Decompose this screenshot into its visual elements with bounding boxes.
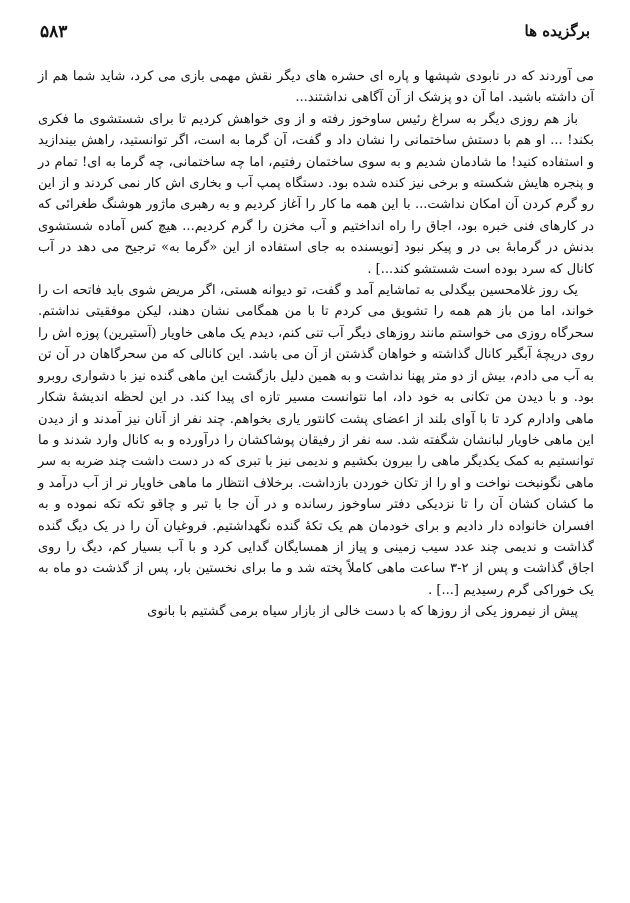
body-text (38, 66, 594, 623)
running-title: برگزیده ها (524, 22, 590, 40)
paragraph-sturgeon: یک روز غلامحسین بیگدلی به تماشایم آمد و گفت، تو دیوانه هستی، اگر مریض شوی باید فاتحه ات را خواند، اما من باز هم همه را تشویق می کردم تا با من همگامی نشان دهند، لیکن موفقیتی نداشتم. سحرگاه روزی می خواستم مانند روزهای دیگر آب تنی کنم، دیدم یک ماهی خاویار (آستیرین) پوزه اش را روی دریچهٔ آبگیر کانال گذاشته و خواهان گذشتن از آن می باشد. این کانالی که من سحرگاهان در آن تن به آب می دادم، بیش از دو متر پهنا نداشت و به همین دلیل بازگشت این ماهی گنده نیز با دشواری روبرو بود. و با دیدن من تکانی به خود داد، اما نتوانست مسیر تازه ای پیدا کند. در این لحظه اندیشهٔ شکار ماهی وادارم کرد تا با آوای بلند از اعضای پشت کانتور یاری بخواهم. چند نفر از آنان نیز آمدند و از دیدن این ماهی خاویار لبانشان شگفته شد. سه نفر از رفیقان پوشاکشان را درآورده و به کانال وارد شدند و ما توانستیم به کمک یکدیگر ماهی را بیرون بکشیم و ندیمی نیز با تبری که در دست داشت چند ضربه به سر ماهی نگونبخت نواخت و او را از تکان خوردن بازداشت. برخلاف انتظار ما ماهی خاویار نر از آب درآمد و ما کشان کشان آن را تا نزدیکی دفتر ساوخوز رسانده و در آن جا با تبر و چاقو تکه تکه نموده و به افسران خانواده دار دادیم و برای خودمان هم یک تکهٔ گنده نگهداشتیم. فروغیان آن را در یک دیگ گنده گذاشت و ندیمی چند عدد سیب زمینی و پیاز از همسایگان گدایی کرد و با آب بسیار کم، دیگ را روی اجاق گذاشت و پس از ۲-۳ ساعت ماهی کاملاً پخته شد و ما برای نخستین بار، پس از گذشت دو ماه به یک خوراکی گرم رسیدیم [...] . (38, 283, 594, 598)
paragraph-black-market: پیش از نیمروز یکی از روزها که با دست خالی از بازار سیاه برمی گشتیم با بانوی (147, 604, 578, 620)
running-header (38, 22, 594, 52)
page-number: ۵۸۳ (40, 22, 68, 42)
paragraph-bathhouse: باز هم روزی دیگر به سراغ رئیس ساوخوز رفته و از وی خواهش کردیم تا برای شستشوی ما فکری بکند! ... او هم با دستش ساختمانی را نشان داد و گفت، آن گرما به است، اگر توانستید، راهش بیندازید و استفاده کنید! ما شادمان شدیم و به سوی ساختمان رفتیم، اما چه ساختمانی، چه گرما به ای! تمام در و پنجره هایش شکسته و برخی نیز کنده شده بود. دستگاه پمپ آب و بخاری اش کار نمی کردند و از این رو گرم کردن آن امکان نداشت... با این همه ما کار را آغاز کردیم و به رهبری ماژور هوشنگ طغرائی که در کارهای فنی خبره بود، اجاق را راه انداختیم و آب مخزن را گرم کردیم... هیچ کس آماده شستشوی بدنش در گرمابهٔ بی در و پیکر نبود [نویسنده به جای استفاده از این «گرما به» ترجیح می دهد در آب کانال که سرد بوده است شستشو کند...] . (38, 111, 594, 277)
book-page (38, 22, 594, 892)
paragraph-continuation: می آوردند که در نابودی شپشها و پاره ای حشره های دیگر نقش مهمی بازی می کرد، شاید شما هم از آن داشته باشید. اما آن دو پزشک از آن آگاهی نداشتند... (38, 69, 594, 106)
